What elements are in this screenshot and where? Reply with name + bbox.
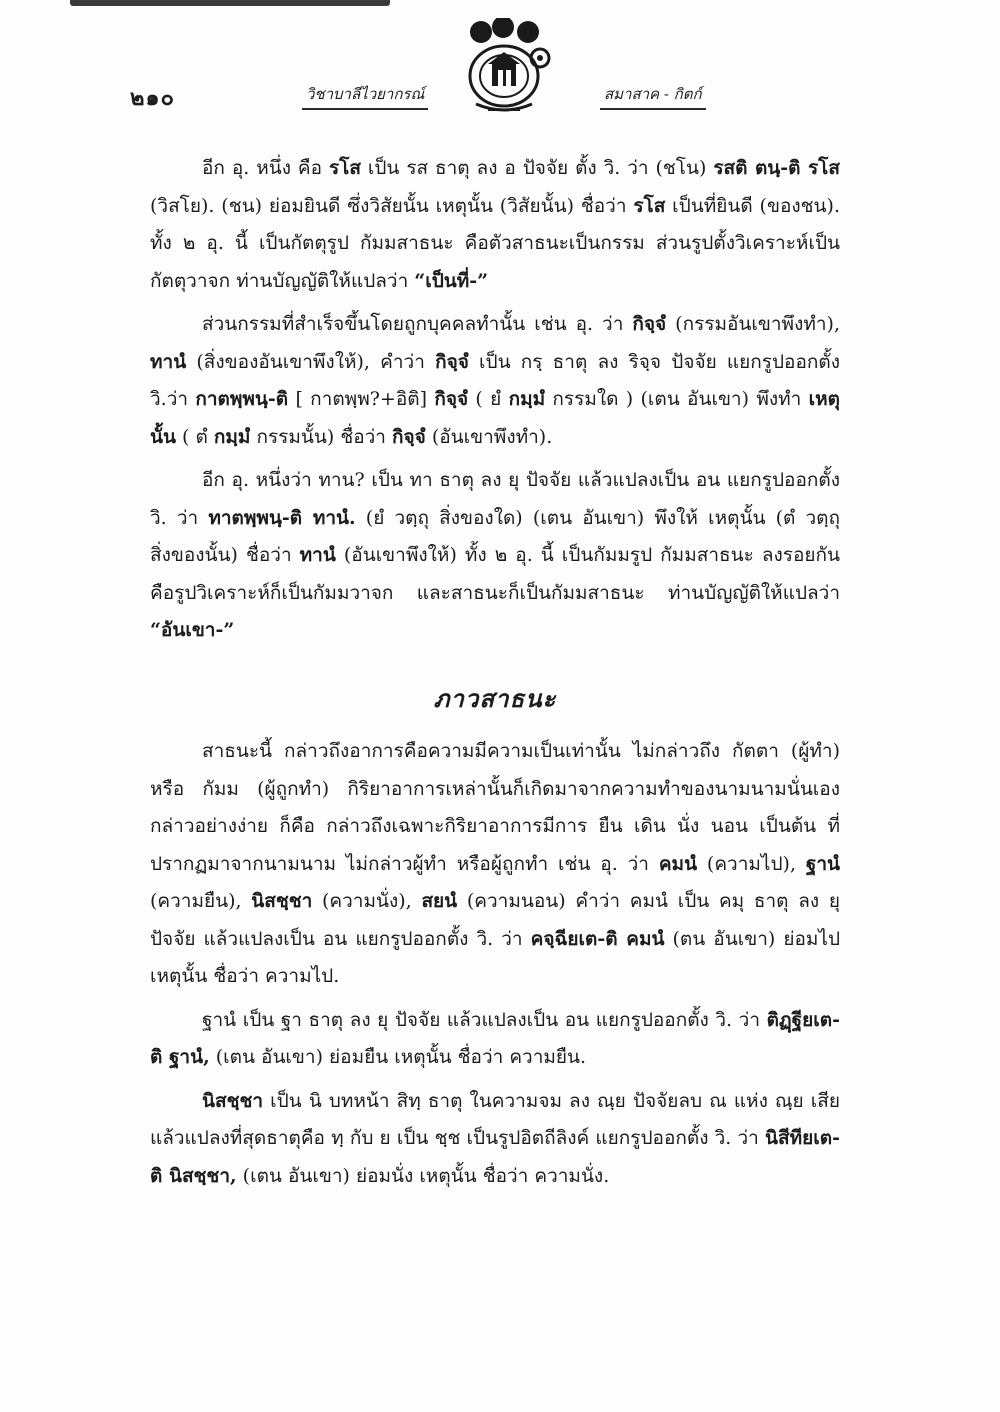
bold-term: รสติ ตนฺ-ติ รโส [713, 157, 840, 179]
text-run: (ความนั่ง), [312, 890, 422, 912]
text-run: ( ยํ [468, 388, 509, 410]
bold-term: ติฏฺฐียเต-ติ ฐานํ, [150, 1008, 840, 1068]
section-heading: ภาวสาธนะ [433, 683, 557, 713]
text-run: ( ตํ [175, 425, 214, 448]
bold-term: คมนํ [658, 852, 698, 875]
running-subtitle: สมาสาค - กิตก์ [600, 82, 706, 110]
bold-term: กมฺมํ [508, 388, 546, 410]
text-run: (เตน อันเขา) ย่อมนั่ง เหตุนั้น ชื่อว่า ความนั่ง. [236, 1164, 610, 1187]
bold-term: ทานํ [299, 544, 336, 566]
text-run: (วิสโย). (ชน) ย่อมยินดี ซึ่งวิสัยนั้น เหตุนั้น (วิสัยนั้น) ชื่อว่า [150, 194, 634, 217]
text-run: สาธนะนี้ กล่าวถึงอาการคือความมีความเป็นเท่านั้น ไม่กล่าวถึง กัตตา (ผู้ทำ) หรือ กัมม (ผู้ถูกทำ) กิริยาอาการเหล่านั้นก็เกิดมาจากความทำของนามนามนั่นเอง กล่าวอย่างง่าย ก็คือ กล่าวถึงเฉพาะกิริยาอาการมีการ ยืน เดิน นั่ง นอน เป็นต้น ที่ปรากฏมาจากนามนาม ไม่กล่าวผู้ทำ หรือผู้ถูกทำ เช่น อุ. ว่า [150, 740, 840, 875]
bold-term: กิจฺจํ [434, 388, 469, 410]
bold-term: รโส [633, 194, 666, 217]
bold-term: นิสชฺชา [202, 1089, 264, 1112]
paragraph [150, 306, 840, 456]
top-edge-rule [70, 0, 390, 6]
text-run: (ตน อันเขา) ย่อมไป เหตุนั้น ชื่อว่า ความไป. [150, 927, 841, 987]
text-run: (อันเขาพึงทำ). [425, 425, 553, 448]
bold-term: นิสีทียเต-ติ นิสชฺชา, [150, 1127, 840, 1187]
bold-term: “อันเขา-” [150, 619, 235, 641]
paragraph [150, 733, 840, 996]
text-run: (ความยืน), [150, 890, 252, 912]
bold-term: กาตพฺพนฺ-ติ [195, 388, 289, 410]
bold-term: กมฺมํ [213, 425, 251, 448]
text-run: (เตน อันเขา) ย่อมยืน เหตุนั้น ชื่อว่า ความยืน. [209, 1046, 587, 1068]
text-run: อีก อุ. หนึ่ง คือ [202, 157, 329, 179]
paragraph [150, 1002, 840, 1077]
text-run: [ กาตพฺพ?+อิติ] [288, 388, 435, 410]
bold-term: คจฺฉียเต-ติ คมนํ [530, 927, 665, 950]
text-run: (อันเขาพึงให้) ทั้ง ๒ อุ. นี้ เป็นกัมมรูป กัมมสาธนะ ลงรอยกันคือรูปวิเคราะห์ก็เป็นกัมมวาจก และสาธนะก็เป็นกัมมสาธนะ ท่านบัญญัติให้แปลว่า [150, 544, 840, 604]
text-run: (ความไป), [697, 852, 806, 875]
text-run: ส่วนกรรมที่สำเร็จขึ้นโดยถูกบุคคลทำนั้น เช่น อุ. ว่า [202, 313, 633, 335]
bold-term: “เป็นที่-” [414, 269, 489, 292]
text-run: เป็น รส ธาตุ ลง อ ปัจจัย ตั้ง วิ. ว่า (ชโน) [360, 157, 714, 179]
text-run: (ยํ วตฺถุ สิ่งของใด) (เตน อันเขา) พึงให้ เหตุนั้น (ตํ วตฺถุ สิ่งของนั้น) ชื่อว่า [150, 506, 840, 566]
bold-term: นิสชฺชา [251, 890, 313, 912]
text-run: (ความนอน) คำว่า คมนํ เป็น คมุ ธาตุ ลง ยุ ปัจจัย แล้วแปลงเป็น อน แยกรูปออกตั้ง วิ. ว่า [150, 890, 840, 950]
monastery-seal-icon [448, 18, 558, 122]
bold-term: ทาตพฺพนฺ-ติ ทานํ. [208, 506, 356, 529]
page-number: ๒๑๐ [130, 85, 175, 111]
page-header [130, 58, 890, 128]
bold-term: รโส [328, 157, 361, 179]
paragraph [150, 1083, 840, 1196]
text-run: กรรมใด ) (เตน อันเขา) พึงทำ [545, 388, 809, 410]
bold-term: กิจฺจํ [435, 350, 469, 373]
bold-term: สยนํ [421, 890, 458, 912]
bold-term: ฐานํ [805, 852, 840, 875]
paragraph [150, 462, 840, 650]
bold-term: เหตุนั้น [150, 388, 840, 448]
text-run: กรรมนั้น) ชื่อว่า [250, 425, 393, 448]
text-run: เป็นที่ยินดี (ของชน). ทั้ง ๒ อุ. นี้ เป็นกัตตุรูป กัมมสาธนะ คือตัวสาธนะเป็นกรรม ส่วนรูปตั้งวิเคราะห์เป็นกัตตุวาจก ท่านบัญญัติให้แปลว่า [150, 194, 840, 292]
text-run: (กรรมอันเขาพึงทำ), [666, 313, 841, 335]
running-title: วิชาบาลีไวยากรณ์ [302, 82, 428, 110]
bold-term: กิจฺจํ [392, 425, 426, 448]
text-run: ฐานํ เป็น ฐา ธาตุ ลง ยุ ปัจจัย แล้วแปลงเป็น อน แยกรูปออกตั้ง วิ. ว่า [202, 1008, 767, 1031]
bold-term: ทานํ [150, 350, 187, 373]
text-run: เป็น นิ บทหน้า สิทฺ ธาตุ ในความจม ลง ณฺย ปัจจัยลบ ณ แห่ง ณฺย เสียแล้วแปลงที่สุดธาตุคือ ทฺ กับ ย เป็น ชฺช เป็นรูปอิตถีลิงค์ แยกรูปออกตั้ง วิ. ว่า [150, 1089, 840, 1149]
body-text [150, 150, 840, 1195]
text-run: (สิ่งของอันเขาพึงให้), คำว่า [186, 350, 436, 373]
paragraph [150, 150, 840, 300]
text-run: เป็น กรฺ ธาตุ ลง ริจฺจ ปัจจัย แยกรูปออกตั้ง วิ.ว่า [150, 350, 841, 410]
text-run: อีก อุ. หนึ่งว่า ทาน? เป็น ทา ธาตุ ลง ยุ ปัจจัย แล้วแปลงเป็น อน แยกรูปออกตั้ง วิ. ว่า [150, 469, 840, 529]
bold-term: กิจฺจํ [632, 313, 667, 335]
